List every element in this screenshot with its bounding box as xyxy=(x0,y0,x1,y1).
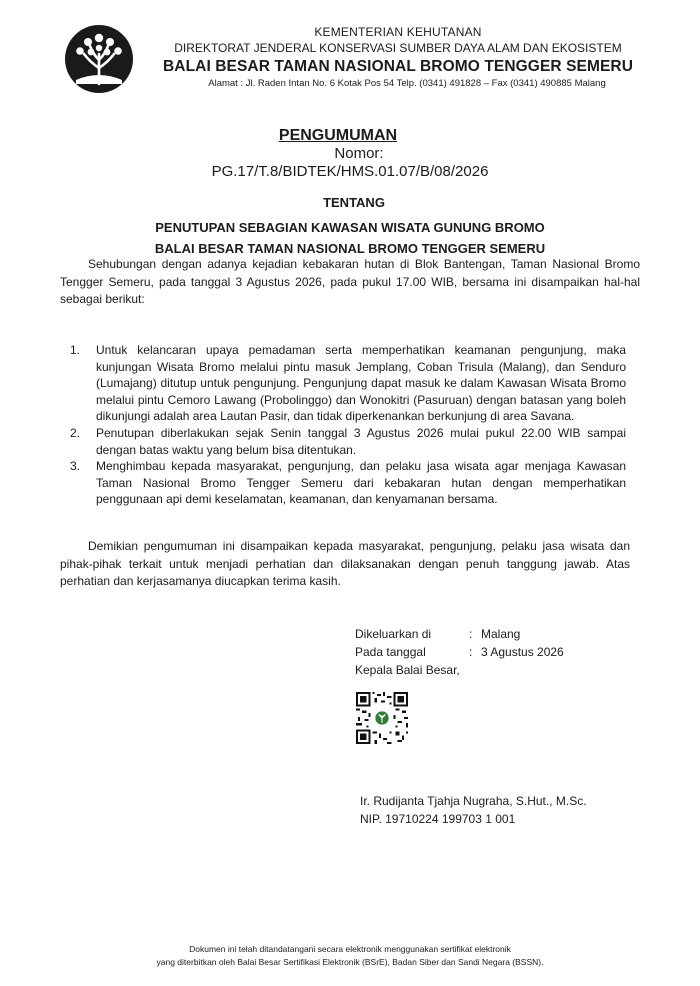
signer-block xyxy=(360,792,587,828)
date-value: 3 Agustus 2026 xyxy=(481,645,564,659)
list-item-text: Untuk kelancaran upaya pemadaman serta memperhatikan keamanan pengunjung, maka kunjungan Wisata Bromo melalui pintu masuk Jemplang, Coban Trisula (Malang), dan Senduro (Lumajang) ditutup untuk pengunjung. Pengunjung dapat masuk ke dalam Kawasan Wisata Bromo melalui pintu Cemoro Lawang (Probolinggo) dan Wonokitri (Pasuruan) dengan batasan yang boleh dikunjungi adalah area Lautan Pasir, dan tidak diperkenankan berkunjung di area Savana. xyxy=(96,343,626,424)
issued-at-label: Dikeluarkan di xyxy=(355,627,432,641)
directorate-name: DIREKTORAT JENDERAL KONSERVASI SUMBER DAYA ALAM DAN EKOSISTEM xyxy=(174,41,622,55)
list-item-number: 3. xyxy=(70,459,81,474)
intro-paragraph: Sehubungan dengan adanya kejadian kebakaran hutan di Blok Bantengan, Taman Nasional Bromo Tengger Semeru, pada tanggal 3 Agustus 2026, pada pukul 17.00 WIB, bersama ini disampaikan hal-hal sebagai berikut: xyxy=(60,257,640,306)
ministry-name: KEMENTERIAN KEHUTANAN xyxy=(314,25,482,39)
subject-block xyxy=(0,195,700,259)
issued-at-row xyxy=(355,625,564,643)
signature-block xyxy=(355,625,564,679)
letterhead xyxy=(138,25,658,90)
office-address: Alamat : Jl. Raden Intan No. 6 Kotak Pos 54 Telp. (0341) 491828 – Fax (0341) 490885 Malang xyxy=(208,78,606,89)
signer-name: Ir. Rudijanta Tjahja Nugraha, S.Hut., M.Sc. xyxy=(360,794,587,808)
qr-code-icon xyxy=(356,692,408,744)
date-label: Pada tanggal xyxy=(355,645,426,659)
list-item-text: Penutupan diberlakukan sejak Senin tanggal 3 Agustus 2026 mulai pukul 22.00 WIB sampai dengan batas waktu yang belum bisa ditentukan. xyxy=(96,425,626,457)
colon: : xyxy=(469,627,473,641)
announcement-heading: PENGUMUMAN xyxy=(278,127,398,144)
date-row xyxy=(355,643,564,661)
list-item xyxy=(70,458,626,508)
list-item-text: Menghimbau kepada masyarakat, pengunjung, dan pelaku jasa wisata agar menjaga Kawasan Taman Nasional Bromo Tengger Semeru dari kebakaran hutan dengan memperhatikan penggunaan api demi keselamatan, keamanan, dan kenyamanan bersama. xyxy=(96,459,626,507)
colon: : xyxy=(469,645,473,659)
list-item-number: 2. xyxy=(70,425,81,440)
subject-label: TENTANG xyxy=(323,195,385,210)
announcement-title-block xyxy=(0,127,700,181)
footer-line-2: yang diterbitkan oleh Balai Besar Sertifikasi Elektronik (BSrE), Badan Siber dan Sandi Negara (BSSN). xyxy=(156,957,544,967)
subject-line-1: PENUTUPAN SEBAGIAN KAWASAN WISATA GUNUNG BROMO xyxy=(155,220,545,235)
number-label: Nomor: xyxy=(334,145,384,162)
announcement-number: PG.17/T.8/BIDTEK/HMS.01.07/B/08/2026 xyxy=(211,163,489,180)
list-item xyxy=(70,425,626,458)
issued-at-value: Malang xyxy=(481,627,521,641)
closing-paragraph: Demikian pengumuman ini disampaikan kepada masyarakat, pengunjung, pelaku jasa wisata dan pihak-pihak terkait untuk menjadi perhatian dan dilaksanakan dengan penuh tanggung jawab. Atas perhatian dan kerjasamanya diucapkan terima kasih. xyxy=(60,539,630,588)
office-name: BALAI BESAR TAMAN NASIONAL BROMO TENGGER SEMERU xyxy=(163,58,633,75)
list-item-number: 1. xyxy=(70,343,81,357)
e-signature-footer xyxy=(0,943,700,969)
announcement-list xyxy=(70,342,626,508)
tree-emblem-icon xyxy=(64,24,134,94)
signer-position: Kepala Balai Besar, xyxy=(355,663,460,677)
subject-line-2: BALAI BESAR TAMAN NASIONAL BROMO TENGGER SEMERU xyxy=(154,241,546,256)
list-item xyxy=(70,342,626,425)
footer-line-1: Dokumen ini telah ditandatangani secara elektronik menggunakan sertifikat elektronik xyxy=(189,944,511,954)
signer-nip: NIP. 19710224 199703 1 001 xyxy=(360,812,516,826)
